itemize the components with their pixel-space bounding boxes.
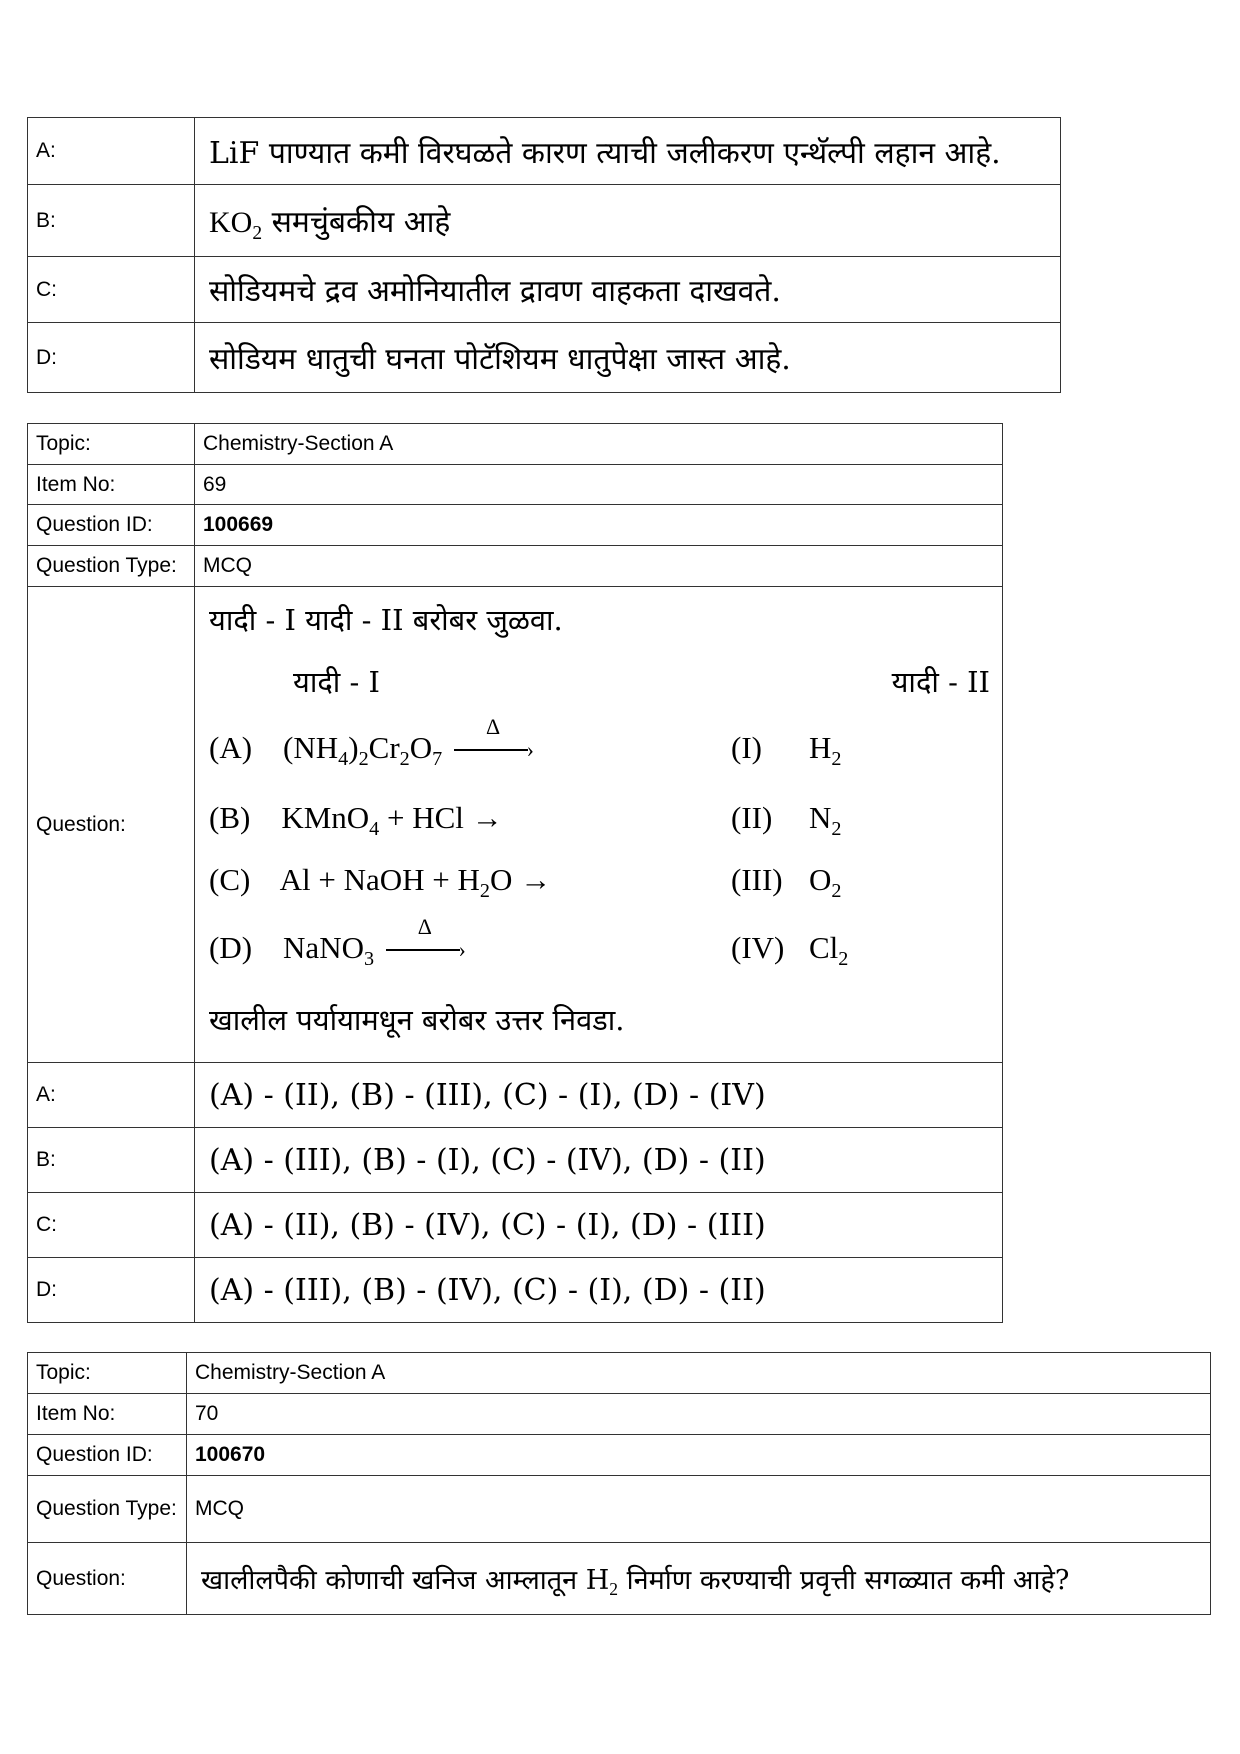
option-text: (A) - (III), (B) - (IV), (C) - (I), (D) - (II) (195, 1258, 1003, 1323)
list-2-item-i: (I) $H_2$ (731, 729, 842, 770)
option-row-c (28, 257, 1061, 323)
question-69-table (27, 423, 1003, 1323)
option-row-d (28, 1258, 1003, 1323)
topic-label: Topic: (28, 424, 195, 465)
item-no-value: 69 (195, 465, 1003, 505)
option-text: (A) - (III), (B) - (I), (C) - (IV), (D) - (II) (195, 1128, 1003, 1193)
question-label: Question: (28, 587, 195, 1063)
option-text: LiF पाण्यात कमी विरघळते कारण त्याची जलीकरण एन्थॅल्पी लहान आहे. (195, 118, 1061, 185)
list-1-item-d: (D) NaNO$_3$ Δ › (209, 914, 466, 970)
question-type-label: Question Type: (28, 546, 195, 587)
option-row-a (28, 118, 1061, 185)
option-label: A: (28, 118, 195, 185)
option-label: B: (28, 1128, 195, 1193)
previous-question-options-table (27, 117, 1061, 393)
option-text: सोडियम धातुची घनता पोटॅशियम धातुपेक्षा जास्त आहे. (195, 323, 1061, 393)
option-label: D: (28, 323, 195, 393)
topic-row (28, 1353, 1211, 1394)
question-type-value: MCQ (187, 1476, 1211, 1543)
list-1-item-a: (A) $(NH_4)_2Cr_2O_7$ Δ › (209, 714, 534, 770)
question-70-table (27, 1352, 1211, 1615)
topic-value: Chemistry-Section A (195, 424, 1003, 465)
heat-arrow: Δ › (454, 740, 534, 760)
topic-row (28, 424, 1003, 465)
question-id-label: Question ID: (28, 1435, 187, 1476)
option-text: $KO_2$ समचुंबकीय आहे (195, 185, 1061, 257)
option-label: B: (28, 185, 195, 257)
option-label: C: (28, 257, 195, 323)
question-type-label: Question Type: (28, 1476, 187, 1543)
question-text: खालीलपैकी कोणाची खनिज आम्लातून $H_2$ निर्माण करण्याची प्रवृत्ती सगळ्यात कमी आहे? (187, 1543, 1211, 1615)
question-type-row (28, 1476, 1211, 1543)
item-no-label: Item No: (28, 1394, 187, 1435)
option-text: (A) - (II), (B) - (IV), (C) - (I), (D) - (III) (195, 1193, 1003, 1258)
heat-arrow: Δ › (386, 940, 466, 960)
option-label: A: (28, 1063, 195, 1128)
list-2-item-iv: (IV) $Cl_2$ (731, 929, 849, 970)
match-instruction: यादी - I यादी - II बरोबर जुळवा. (209, 602, 563, 637)
question-id-row (28, 1435, 1211, 1476)
question-row (28, 1543, 1211, 1615)
option-label: D: (28, 1258, 195, 1323)
list-1-item-b: (B) KMnO$_4$ + HCl → (209, 799, 503, 840)
item-no-row (28, 1394, 1211, 1435)
option-row-a (28, 1063, 1003, 1128)
option-row-c (28, 1193, 1003, 1258)
option-text: (A) - (II), (B) - (III), (C) - (I), (D) - (IV) (195, 1063, 1003, 1128)
list-1-header: यादी - I (293, 664, 380, 699)
match-the-list (195, 590, 1002, 1060)
item-no-value: 70 (187, 1394, 1211, 1435)
topic-label: Topic: (28, 1353, 187, 1394)
option-row-b (28, 1128, 1003, 1193)
question-row (28, 587, 1003, 1063)
option-row-b (28, 185, 1061, 257)
option-label: C: (28, 1193, 195, 1258)
question-id-row (28, 505, 1003, 546)
option-text: सोडियमचे द्रव अमोनियातील द्रावण वाहकता दाखवते. (195, 257, 1061, 323)
item-no-row (28, 465, 1003, 505)
match-closing: खालील पर्यायामधून बरोबर उत्तर निवडा. (209, 1002, 625, 1037)
question-id-value: 100669 (195, 505, 1003, 546)
topic-value: Chemistry-Section A (187, 1353, 1211, 1394)
question-label: Question: (28, 1543, 187, 1615)
option-row-d (28, 323, 1061, 393)
question-body (195, 587, 1003, 1063)
item-no-label: Item No: (28, 465, 195, 505)
question-type-row (28, 546, 1003, 587)
question-id-label: Question ID: (28, 505, 195, 546)
list-2-item-ii: (II) $N_2$ (731, 799, 842, 840)
question-id-value: 100670 (187, 1435, 1211, 1476)
list-1-item-c: (C) Al + NaOH + $H_2O$ → (209, 861, 552, 902)
list-2-item-iii: (III) $O_2$ (731, 861, 842, 902)
question-type-value: MCQ (195, 546, 1003, 587)
list-2-header: यादी - II (891, 664, 990, 699)
